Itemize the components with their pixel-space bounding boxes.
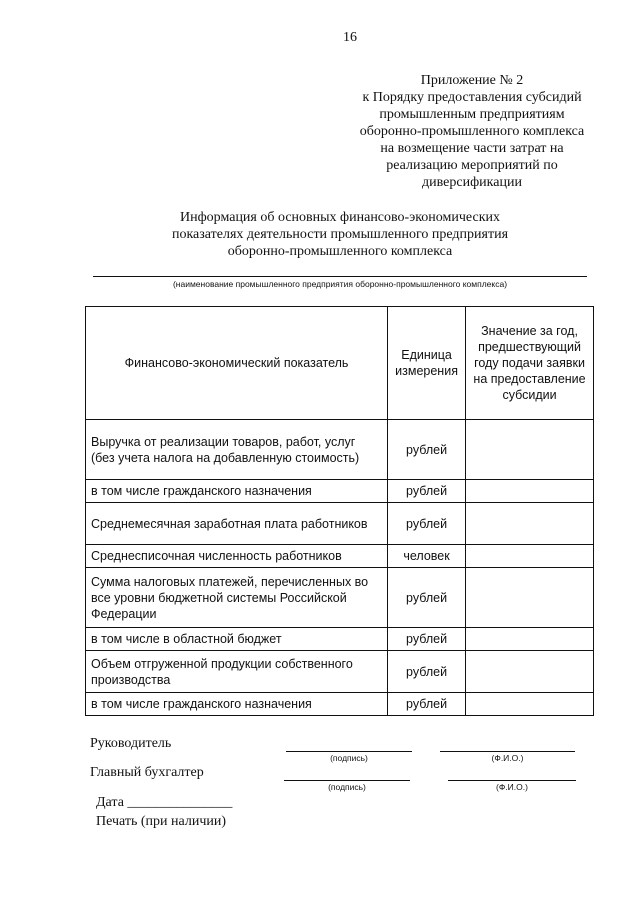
unit-cell: рублей: [388, 420, 466, 480]
appendix-line: на возмещение части затрат на: [380, 141, 564, 156]
table-row: [86, 420, 594, 480]
table-row: [86, 628, 594, 651]
header-value: Значение за год, предшествующий году подачи заявки на предоставление субсидии: [466, 307, 594, 420]
date-field[interactable]: Дата _______________: [96, 795, 233, 810]
appendix-line: реализацию мероприятий по: [386, 158, 558, 173]
unit-cell: рублей: [388, 568, 466, 628]
appendix-line: к Порядку предоставления субсидий: [362, 90, 582, 105]
appendix-line: промышленным предприятиям: [379, 107, 565, 122]
indicator-cell: в том числе в областной бюджет: [86, 628, 388, 651]
unit-cell: человек: [388, 545, 466, 568]
value-cell[interactable]: [466, 480, 594, 503]
appendix-header: [322, 72, 622, 191]
appendix-line: диверсификации: [422, 175, 522, 190]
stamp-label: Печать (при наличии): [96, 814, 227, 829]
accountant-label: Главный бухгалтер: [90, 765, 204, 780]
accountant-name-line[interactable]: [448, 780, 576, 781]
value-cell[interactable]: [466, 545, 594, 568]
head-name-caption: (Ф.И.О.): [491, 753, 524, 763]
appendix-line: Приложение № 2: [420, 73, 524, 88]
value-cell[interactable]: [466, 693, 594, 716]
accountant-signature-line[interactable]: [284, 780, 410, 781]
indicator-cell: Среднемесячная заработная плата работников: [86, 503, 388, 545]
indicator-cell: Объем отгруженной продукции собственного производства: [86, 651, 388, 693]
unit-cell: рублей: [388, 628, 466, 651]
table-header-row: [86, 307, 594, 420]
table-row: [86, 545, 594, 568]
enterprise-name-caption: (наименование промышленного предприятия оборонно-промышленного комплекса): [172, 279, 508, 289]
accountant-signature-caption: (подпись): [328, 782, 366, 792]
head-name-line[interactable]: [440, 751, 575, 752]
value-cell[interactable]: [466, 568, 594, 628]
table-row: [86, 651, 594, 693]
table-row: [86, 480, 594, 503]
unit-cell: рублей: [388, 503, 466, 545]
enterprise-name-line[interactable]: [93, 276, 587, 277]
header-indicator: Финансово-экономический показатель: [86, 307, 388, 420]
indicator-cell: Среднесписочная численность работников: [86, 545, 388, 568]
head-signature-line[interactable]: [286, 751, 412, 752]
indicator-cell: в том числе гражданского назначения: [86, 693, 388, 716]
title-line: Информация об основных финансово-экономических: [180, 210, 500, 225]
unit-cell: рублей: [388, 480, 466, 503]
indicator-cell: Выручка от реализации товаров, работ, услуг (без учета налога на добавленную стоимость): [86, 420, 388, 480]
value-cell[interactable]: [466, 628, 594, 651]
accountant-name-caption: (Ф.И.О.): [496, 782, 528, 792]
indicators-table: [85, 306, 594, 716]
table-row: [86, 693, 594, 716]
title-line: показателях деятельности промышленного предприятия: [171, 227, 509, 242]
unit-cell: рублей: [388, 693, 466, 716]
document-title: [100, 209, 580, 260]
title-line: оборонно-промышленного комплекса: [227, 244, 453, 259]
head-signature-caption: (подпись): [330, 753, 368, 763]
value-cell[interactable]: [466, 420, 594, 480]
page-number: 16: [343, 30, 357, 45]
head-label: Руководитель: [90, 736, 172, 751]
appendix-line: оборонно-промышленного комплекса: [359, 124, 585, 139]
table-row: [86, 503, 594, 545]
value-cell[interactable]: [466, 503, 594, 545]
indicator-cell: в том числе гражданского назначения: [86, 480, 388, 503]
header-unit: Единица измерения: [388, 307, 466, 420]
table-row: [86, 568, 594, 628]
unit-cell: рублей: [388, 651, 466, 693]
value-cell[interactable]: [466, 651, 594, 693]
indicator-cell: Сумма налоговых платежей, перечисленных во все уровни бюджетной системы Российской Федерации: [86, 568, 388, 628]
